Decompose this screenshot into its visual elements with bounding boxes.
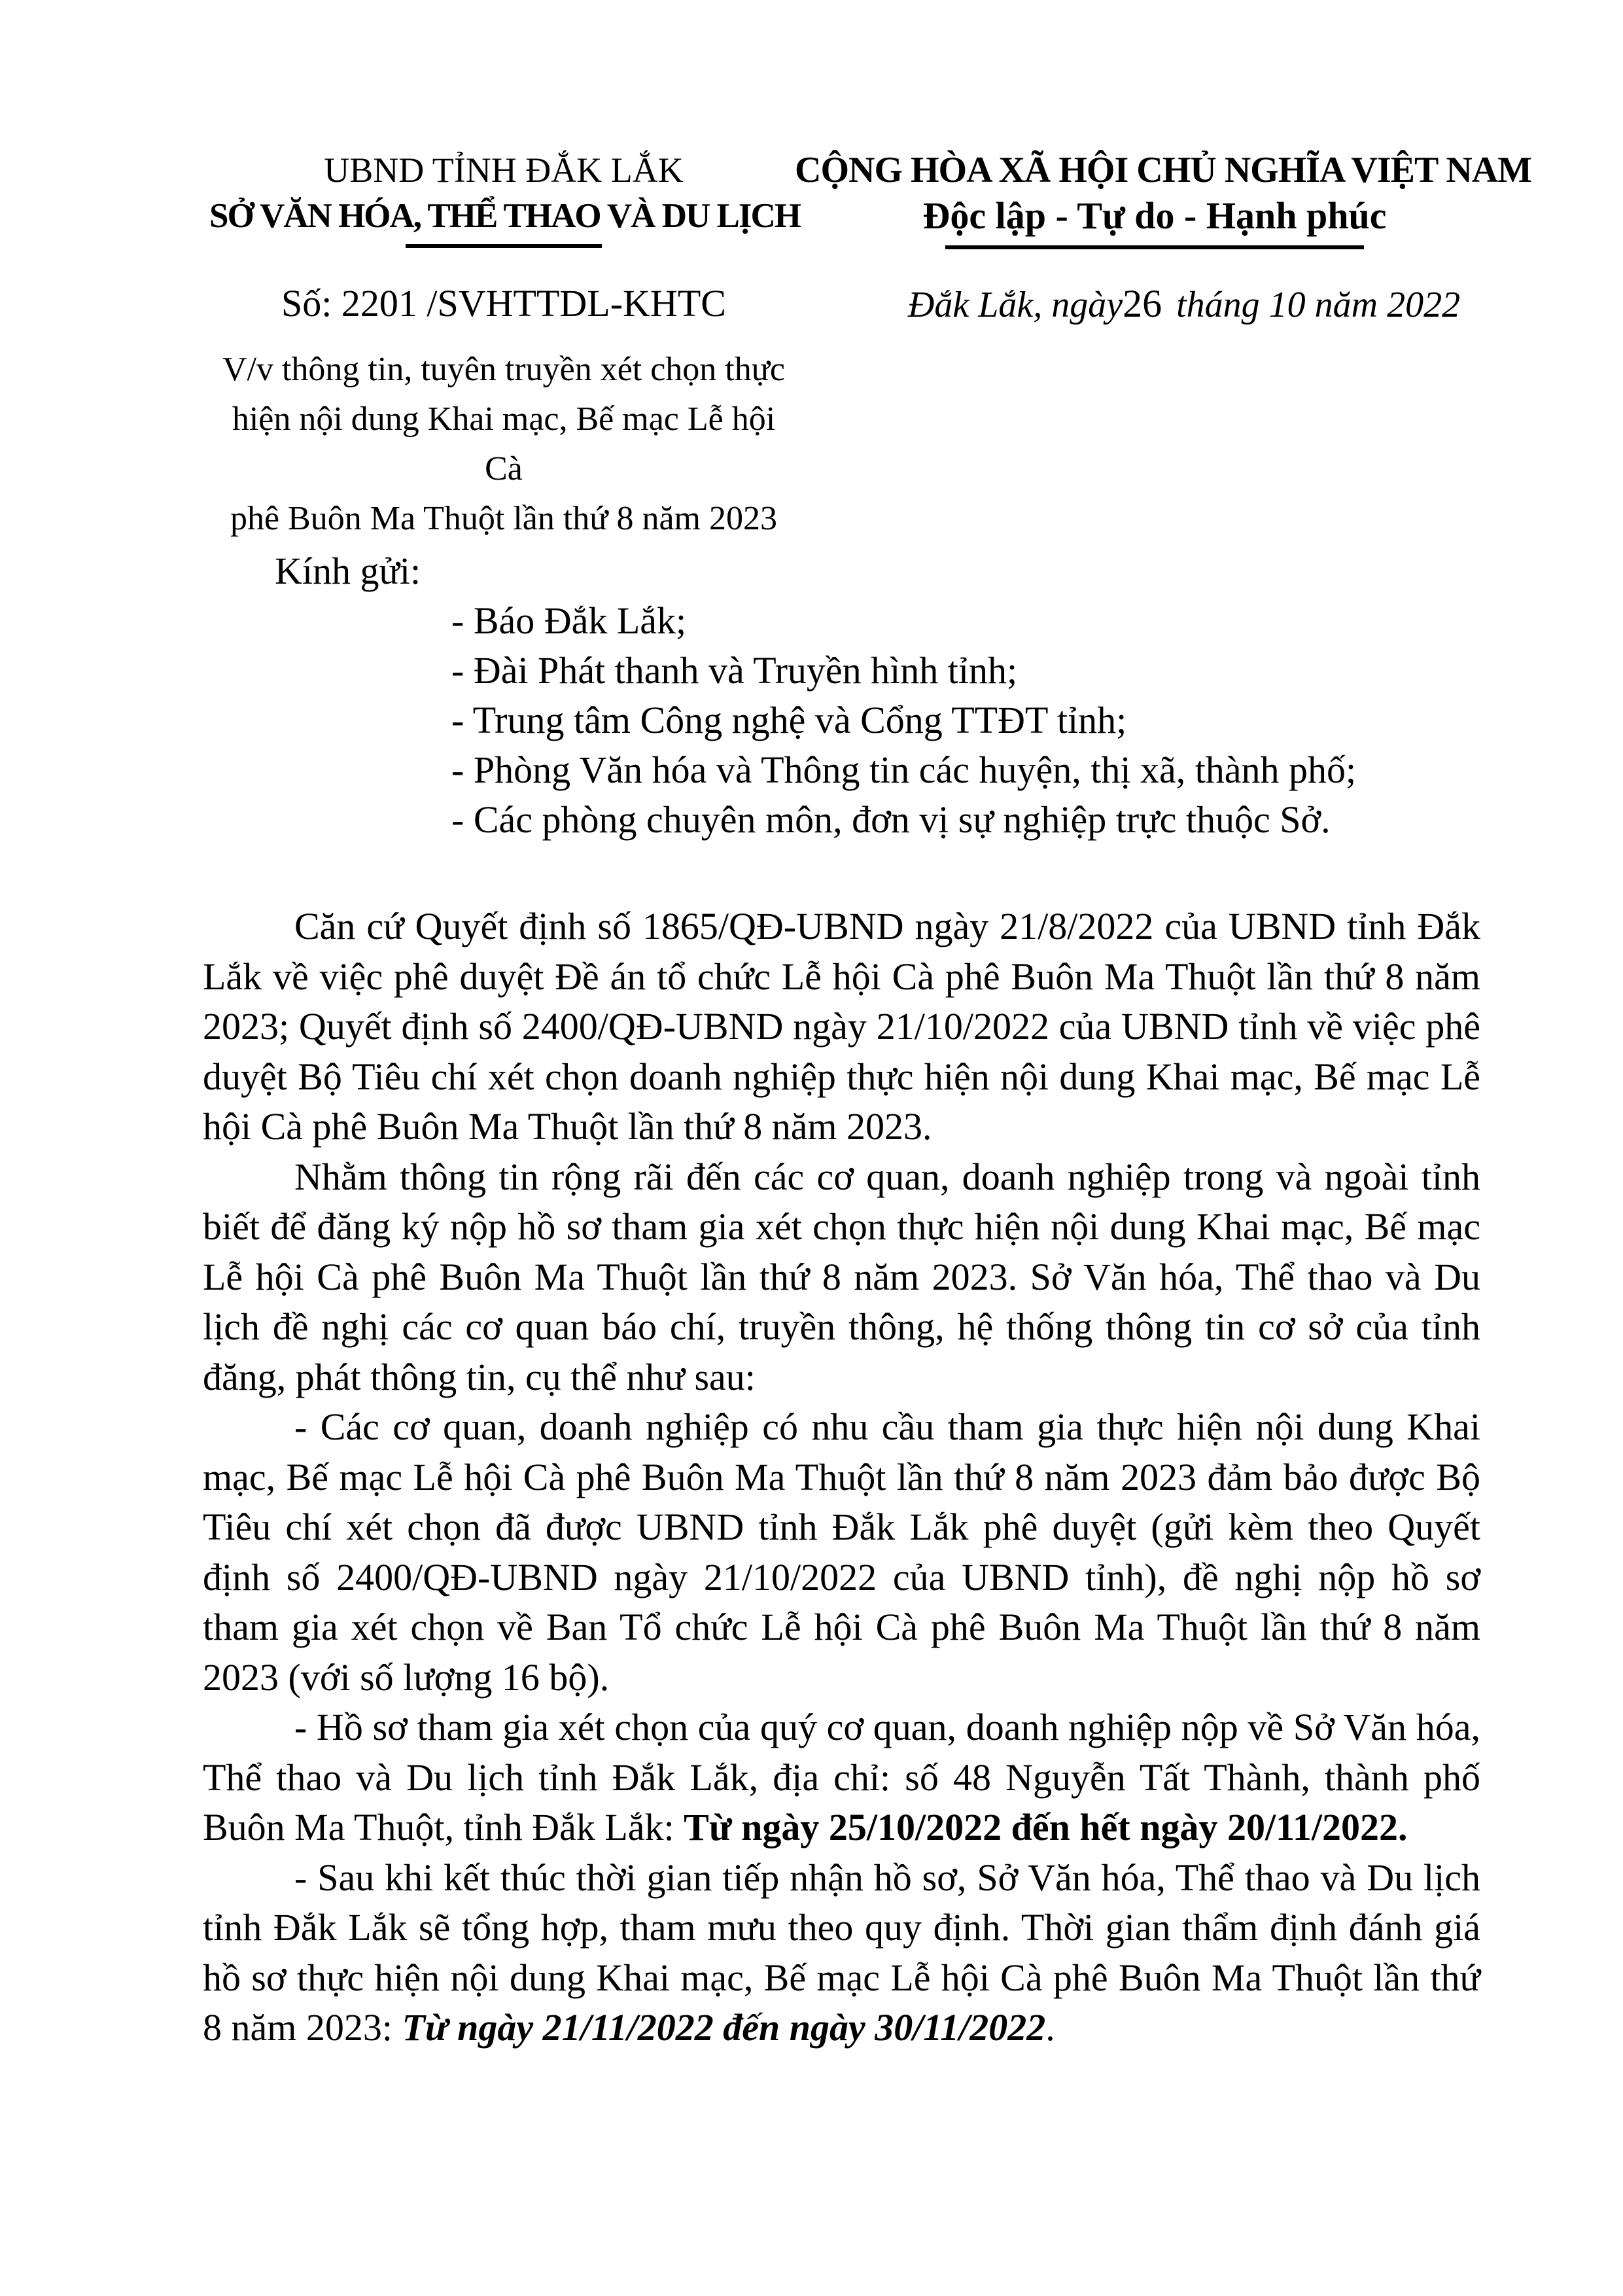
document-subject-line: hiện nội dung Khai mạc, Bế mạc Lễ hội Cà (232, 400, 776, 487)
place-date-prefix: Đắk Lắk, ngày (907, 285, 1123, 325)
national-motto: CỘNG HÒA XÃ HỘI CHỦ NGHĨA VIỆT NAM (795, 150, 1532, 190)
place-date-day: 26 (1123, 282, 1162, 325)
issuer-department: SỞ VĂN HÓA, THỂ THAO VÀ DU LỊCH (209, 197, 800, 235)
document-subject (209, 345, 798, 544)
submission-text: - Hồ sơ tham gia xét chọn của quý cơ quan, doanh nghiệp nộp về Sở Văn hóa, Thể thao và Du lịch tỉnh Đắk Lắk, địa chỉ: số 48 Nguyễn Tất Thành, thành phố Buôn Ma Thuột, tỉnh Đắk Lắk: (203, 1706, 1480, 1848)
place-date-suffix: tháng 10 năm 2022 (1176, 285, 1461, 325)
recipient-list (275, 596, 1420, 845)
recipient-item: - Các phòng chuyên môn, đơn vị sự nghiệp trực thuộc Sở. (451, 798, 1331, 841)
national-block (795, 147, 1532, 328)
salutation: Kính gửi: (275, 550, 421, 592)
submission-deadline: Từ ngày 25/10/2022 đến hết ngày 20/11/2022. (684, 1806, 1408, 1848)
paragraph-legal-basis: Căn cứ Quyết định số 1865/QĐ-UBND ngày 21/8/2022 của UBND tỉnh Đắk Lắk về việc phê duyệt Đề án tổ chức Lễ hội Cà phê Buôn Ma Thuột lần thứ 8 năm 2023; Quyết định số 2400/QĐ-UBND ngày 21/10/2022 của UBND tỉnh về việc phê duyệt Bộ Tiêu chí xét chọn doanh nghiệp thực hiện nội dung Khai mạc, Bế mạc Lễ hội Cà phê Buôn Ma Thuột lần thứ 8 năm 2023. (203, 905, 1480, 1148)
recipient-item: - Trung tâm Công nghệ và Cổng TTĐT tỉnh; (451, 699, 1127, 741)
review-period: Từ ngày 21/11/2022 đến ngày 30/11/2022 (402, 2006, 1046, 2049)
motto-underline (945, 245, 1364, 249)
review-tail: . (1045, 2006, 1055, 2049)
paragraph-eligibility: - Các cơ quan, doanh nghiệp có nhu cầu tham gia thực hiện nội dung Khai mạc, Bế mạc Lễ hội Cà phê Buôn Ma Thuột lần thứ 8 năm 2023 đảm bảo được Bộ Tiêu chí xét chọn đã được UBND tỉnh Đắk Lắk phê duyệt (gửi kèm theo Quyết định số 2400/QĐ-UBND ngày 21/10/2022 của UBND tỉnh), đề nghị nộp hồ sơ tham gia xét chọn về Ban Tổ chức Lễ hội Cà phê Buôn Ma Thuột lần thứ 8 năm 2023 (với số lượng 16 bộ). (203, 1405, 1480, 1699)
national-slogan: Độc lập - Tự do - Hạnh phúc (922, 194, 1387, 237)
issuer-block (209, 147, 798, 544)
paragraph-purpose: Nhằm thông tin rộng rãi đến các cơ quan, doanh nghiệp trong và ngoài tỉnh biết để đăng ký nộp hồ sơ tham gia xét chọn thực hiện nội dung Khai mạc, Bế mạc Lễ hội Cà phê Buôn Ma Thuột lần thứ 8 năm 2023. Sở Văn hóa, Thể thao và Du lịch đề nghị các cơ quan báo chí, truyền thông, hệ thống thông tin cơ sở của tỉnh đăng, phát thông tin, cụ thể như sau: (203, 1155, 1480, 1398)
review-text: - Sau khi kết thúc thời gian tiếp nhận hồ sơ, Sở Văn hóa, Thể thao và Du lịch tỉnh Đắk Lắk sẽ tổng hợp, tham mưu theo quy định. Thời gian thẩm định đánh giá hồ sơ thực hiện nội dung Khai mạc, Bế mạc Lễ hội Cà phê Buôn Ma Thuột lần thứ 8 năm 2023: (203, 1856, 1480, 2049)
recipients-block (275, 546, 1420, 845)
recipient-item: - Báo Đắk Lắk; (451, 599, 687, 642)
paragraph-review (203, 1853, 1480, 2053)
recipient-item: - Đài Phát thanh và Truyền hình tỉnh; (451, 649, 1018, 692)
document-subject-line: V/v thông tin, tuyên truyền xét chọn thực (222, 351, 786, 388)
document-subject-line: phê Buôn Ma Thuột lần thứ 8 năm 2023 (230, 500, 778, 537)
document-number: Số: 2201 /SVHTTDL-KHTC (281, 282, 726, 325)
place-date (854, 281, 1514, 328)
issuer-underline (406, 244, 602, 248)
issuer-authority: UBND TỈNH ĐẮK LẮK (324, 150, 684, 190)
paragraph-submission (203, 1703, 1480, 1853)
recipient-item: - Phòng Văn hóa và Thông tin các huyện, thị xã, thành phố; (451, 749, 1357, 791)
document-body (203, 902, 1480, 2053)
